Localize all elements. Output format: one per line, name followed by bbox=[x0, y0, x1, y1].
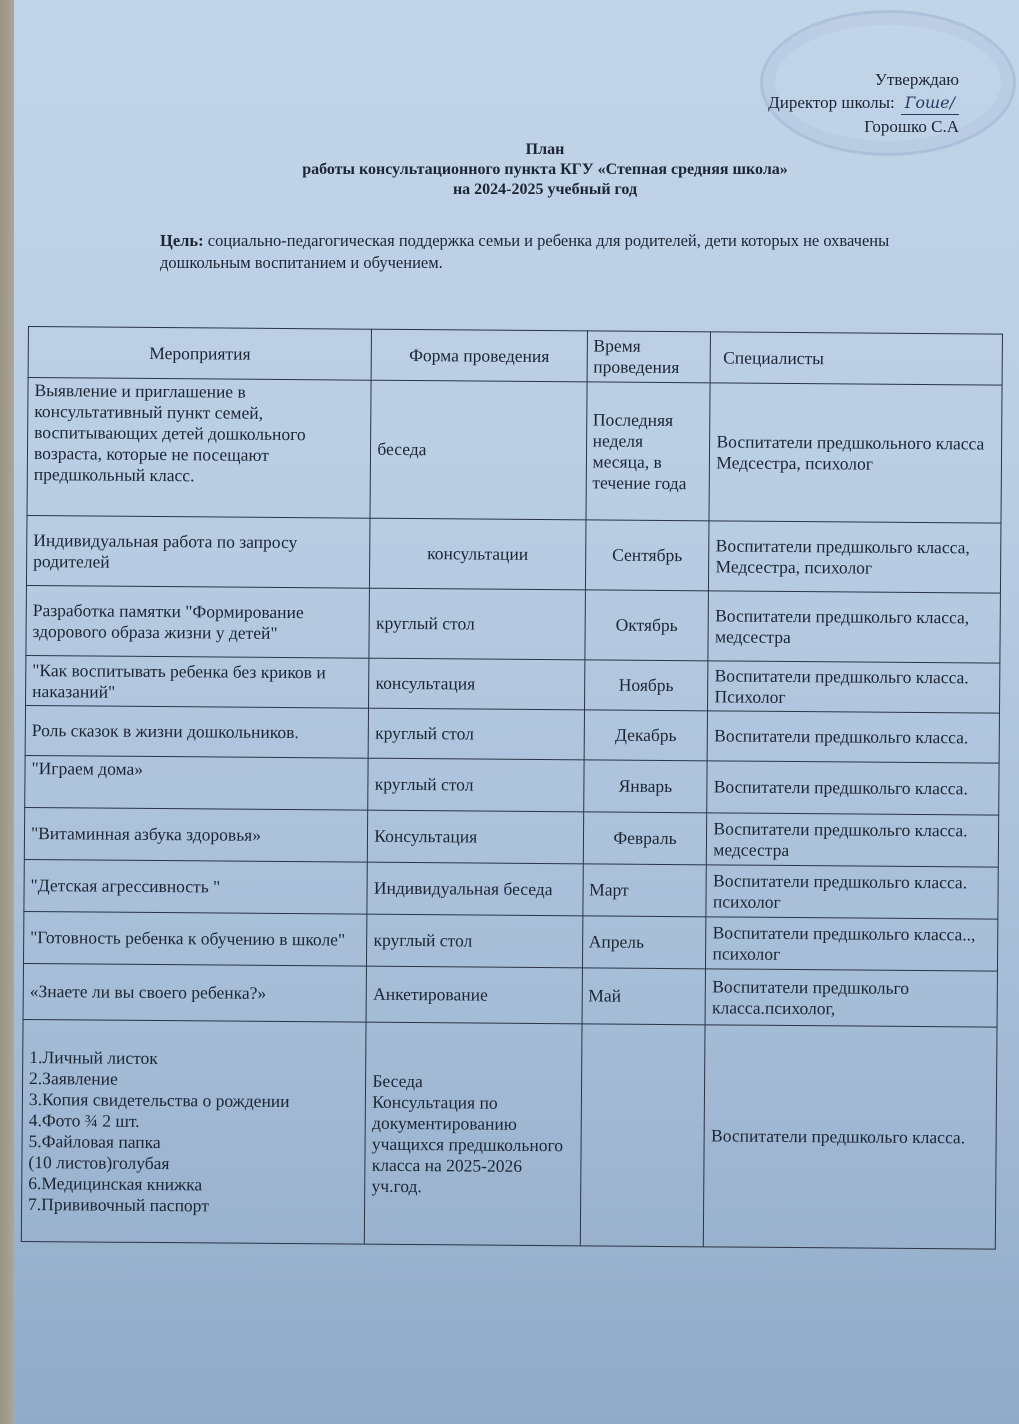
documents-list-cell bbox=[21, 1019, 366, 1244]
form-cell: консультация bbox=[369, 658, 585, 710]
form-cell: консультации bbox=[370, 518, 586, 590]
event-cell: "Играем дома» bbox=[25, 755, 369, 810]
specialists-cell: Воспитатели предшкольго класса.., психолог bbox=[706, 917, 998, 971]
table-row bbox=[23, 911, 997, 971]
signature: Гоше/ bbox=[901, 91, 959, 115]
table-row bbox=[24, 807, 998, 867]
title-line-1: План bbox=[525, 141, 565, 158]
goal-paragraph bbox=[160, 230, 980, 274]
approval-block bbox=[768, 68, 959, 138]
document-item: 4.Фото ¾ 2 шт. bbox=[28, 1109, 140, 1131]
form-cell: беседа bbox=[370, 380, 586, 520]
document-item: 6.Медицинская книжка bbox=[28, 1172, 203, 1194]
event-cell: "Детская агрессивность " bbox=[24, 859, 368, 914]
specialists-cell: Воспитатели предшкольго класса. психолог bbox=[706, 865, 998, 919]
time-cell: Май bbox=[582, 968, 706, 1025]
approve-label: Утверждаю bbox=[874, 70, 959, 89]
form-cell bbox=[365, 1022, 582, 1246]
header-time: Время проведения bbox=[587, 331, 711, 383]
form-cell: круглый стол bbox=[369, 588, 585, 660]
event-cell: Разработка памятки "Формирование здорового образа жизни у детей" bbox=[26, 585, 370, 658]
goal-text: социально-педагогическая поддержка семьи и ребенка для родителей, дети которых не охвачены дошкольным воспитанием и обучением. bbox=[160, 231, 890, 272]
title-line-3: на 2024-2025 учебный год bbox=[452, 181, 638, 198]
document-item: 5.Файловая папка bbox=[28, 1130, 161, 1152]
table-row bbox=[25, 705, 999, 763]
plan-table bbox=[21, 326, 1003, 1250]
table-row bbox=[25, 755, 999, 815]
time-cell bbox=[580, 1024, 706, 1247]
event-cell: Индивидуальная работа по запросу родителей bbox=[26, 515, 370, 588]
form-cell: Индивидуальная беседа bbox=[367, 862, 583, 916]
form-cell: Консультация bbox=[368, 810, 584, 864]
event-cell: Роль сказок в жизни дошкольников. bbox=[25, 705, 369, 758]
table-row bbox=[23, 963, 997, 1027]
specialists-cell: Воспитатели предшкольного класса Медсестра, психолог bbox=[709, 383, 1002, 523]
form-cell: круглый стол bbox=[368, 708, 584, 760]
specialists-cell: Воспитатели предшкольго класса. bbox=[708, 711, 1000, 763]
form-cell: Анкетирование bbox=[366, 966, 582, 1024]
specialists-cell: Воспитатели предшкольго класса. bbox=[707, 761, 999, 815]
document-item: 7.Прививочный паспорт bbox=[28, 1193, 209, 1215]
document-item: 2.Заявление bbox=[29, 1067, 118, 1089]
event-cell: "Витаминная азбука здоровья» bbox=[24, 807, 368, 862]
specialists-cell: Воспитатели предшкольго класса. медсестра bbox=[707, 813, 999, 867]
header-form: Форма проведения bbox=[371, 329, 587, 382]
event-cell: "Как воспитывать ребенка без криков и наказаний" bbox=[26, 655, 370, 708]
title-line-2: работы консультационного пункта КГУ «Степная средняя школа» bbox=[302, 161, 788, 178]
form-cell: круглый стол bbox=[367, 914, 583, 968]
document-item: 3.Копия свидетельства о рождении bbox=[28, 1088, 290, 1111]
time-cell: Январь bbox=[583, 760, 707, 813]
table-row bbox=[27, 378, 1002, 524]
document-item: (10 листов)голубая bbox=[28, 1151, 170, 1173]
header-events: Мероприятия bbox=[28, 327, 372, 381]
specialists-cell: Воспитатели предшкольго класса, медсестра bbox=[708, 591, 1000, 663]
event-cell: Выявление и приглашение в консультативный пункт семей, воспитывающих детей дошкольного возраста, которые не посещают предшкольный класс. bbox=[27, 378, 371, 519]
goal-label: Цель: bbox=[160, 231, 204, 250]
form-line-2: Консультация по документированию учащихся предшкольного класса на 2025-2026 уч.год. bbox=[371, 1091, 564, 1196]
time-cell: Ноябрь bbox=[584, 660, 708, 711]
table-header-row bbox=[28, 327, 1002, 386]
time-cell: Сентябрь bbox=[585, 520, 709, 591]
specialists-cell: Воспитатели предшкольго класса, Медсестра, психолог bbox=[709, 521, 1001, 593]
form-cell: круглый стол bbox=[368, 758, 584, 812]
document-item: 1.Личный листок bbox=[29, 1046, 158, 1068]
time-cell: Последняя неделя месяца, в течение года bbox=[586, 382, 711, 521]
table-row bbox=[26, 585, 1001, 663]
document-title bbox=[150, 140, 940, 200]
director-name: Горошко С.А bbox=[864, 117, 959, 136]
specialists-cell: Воспитатели предшкольго класса.психолог, bbox=[705, 969, 997, 1027]
time-cell: Декабрь bbox=[584, 710, 708, 761]
header-specialists: Специалисты bbox=[710, 332, 1002, 385]
table-row bbox=[24, 859, 998, 919]
table-row bbox=[26, 515, 1001, 593]
director-label: Директор школы: bbox=[768, 93, 895, 112]
time-cell: Февраль bbox=[583, 812, 707, 865]
event-cell: «Знаете ли вы своего ребенка?» bbox=[23, 963, 367, 1022]
documents-row bbox=[21, 1019, 997, 1249]
specialists-cell: Воспитатели предшкольго класса. Психолог bbox=[708, 661, 1000, 713]
time-cell: Октябрь bbox=[584, 590, 708, 661]
director-line bbox=[768, 91, 959, 115]
time-cell: Апрель bbox=[582, 916, 706, 969]
specialists-cell: Воспитатели предшкольго класса. bbox=[704, 1025, 997, 1249]
form-line-1: Беседа bbox=[372, 1070, 423, 1091]
event-cell: "Готовность ребенка к обучению в школе" bbox=[23, 911, 367, 966]
table-row bbox=[26, 655, 1000, 713]
time-cell: Март bbox=[582, 864, 706, 917]
